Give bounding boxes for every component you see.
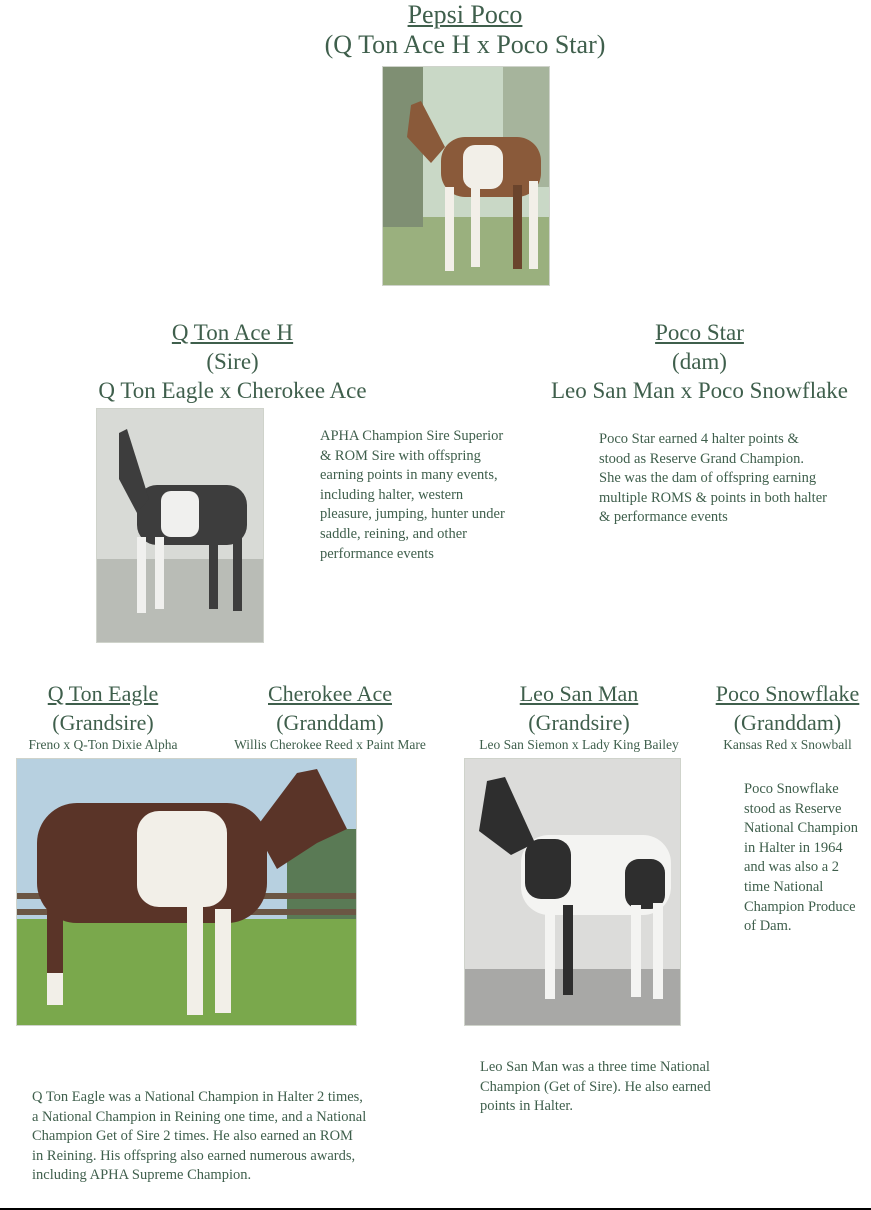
dam-header (528, 318, 871, 405)
leo-san-man-photo (464, 758, 681, 1026)
grandparent-q-ton-eagle (0, 679, 206, 753)
grandparent-role: (Granddam) (276, 710, 384, 735)
sire-header (60, 318, 405, 405)
dam-pedigree: Leo San Man x Poco Snowflake (550, 378, 849, 403)
horse-name-q-ton-eagle: Q Ton Eagle (47, 681, 159, 706)
q-ton-eagle-photo (16, 758, 357, 1026)
grandparent-pedigree: Leo San Siemon x Lady King Bailey (479, 737, 679, 752)
grandparent-pedigree: Kansas Red x Snowball (723, 737, 852, 752)
horse-name-pepsi-poco: Pepsi Poco (407, 0, 523, 29)
dam-role: (dam) (672, 349, 727, 374)
title-block (235, 0, 695, 60)
horse-name-q-ton-ace-h: Q Ton Ace H (171, 320, 294, 345)
pepsi-poco-pedigree: (Q Ton Ace H x Poco Star) (324, 30, 606, 59)
horse-name-leo-san-man: Leo San Man (519, 681, 639, 706)
dam-description: Poco Star earned 4 halter points & stood as Reserve Grand Champion. She was the dam of offspring earning multiple ROMS & points in both halter & performance events (599, 431, 827, 526)
grandparent-role: (Grandsire) (52, 710, 154, 735)
grandparent-pedigree: Freno x Q-Ton Dixie Alpha (28, 737, 178, 752)
grandparent-pedigree: Willis Cherokee Reed x Paint Mare (234, 737, 426, 752)
pepsi-poco-photo (382, 66, 550, 286)
sire-role: (Sire) (206, 349, 259, 374)
sire-description: APHA Champion Sire Superior & ROM Sire with offspring earning points in many events, including halter, western pleasure, jumping, hunter under saddle, reining, and other performance events (320, 428, 505, 562)
horse-name-poco-snowflake: Poco Snowflake (715, 681, 860, 706)
poco-snowflake-description: Poco Snowflake stood as Reserve National Champion in Halter in 1964 and was also a 2 time National Champion Produce of Dam. (744, 781, 858, 935)
grandparent-role: (Grandsire) (528, 710, 630, 735)
grandparent-role: (Granddam) (733, 710, 842, 735)
q-ton-ace-h-photo (96, 408, 264, 643)
leo-san-man-description: Leo San Man was a three time National Champion (Get of Sire). He also earned points in Halter. (480, 1059, 711, 1115)
grandparent-cherokee-ace (206, 679, 454, 753)
horse-name-cherokee-ace: Cherokee Ace (268, 681, 392, 706)
q-ton-eagle-description: Q Ton Eagle was a National Champion in Halter 2 times, a National Champion in Reining one time, and a National Champion Get of Sire 2 times. He also earned an ROM in Reining. His offspring also earned numerous awards, including APHA Supreme Champion. (32, 1089, 367, 1184)
horse-name-poco-star: Poco Star (655, 320, 744, 345)
grandparent-leo-san-man (454, 679, 704, 753)
sire-pedigree: Q Ton Eagle x Cherokee Ace (98, 378, 367, 403)
grandparent-poco-snowflake (704, 679, 871, 753)
